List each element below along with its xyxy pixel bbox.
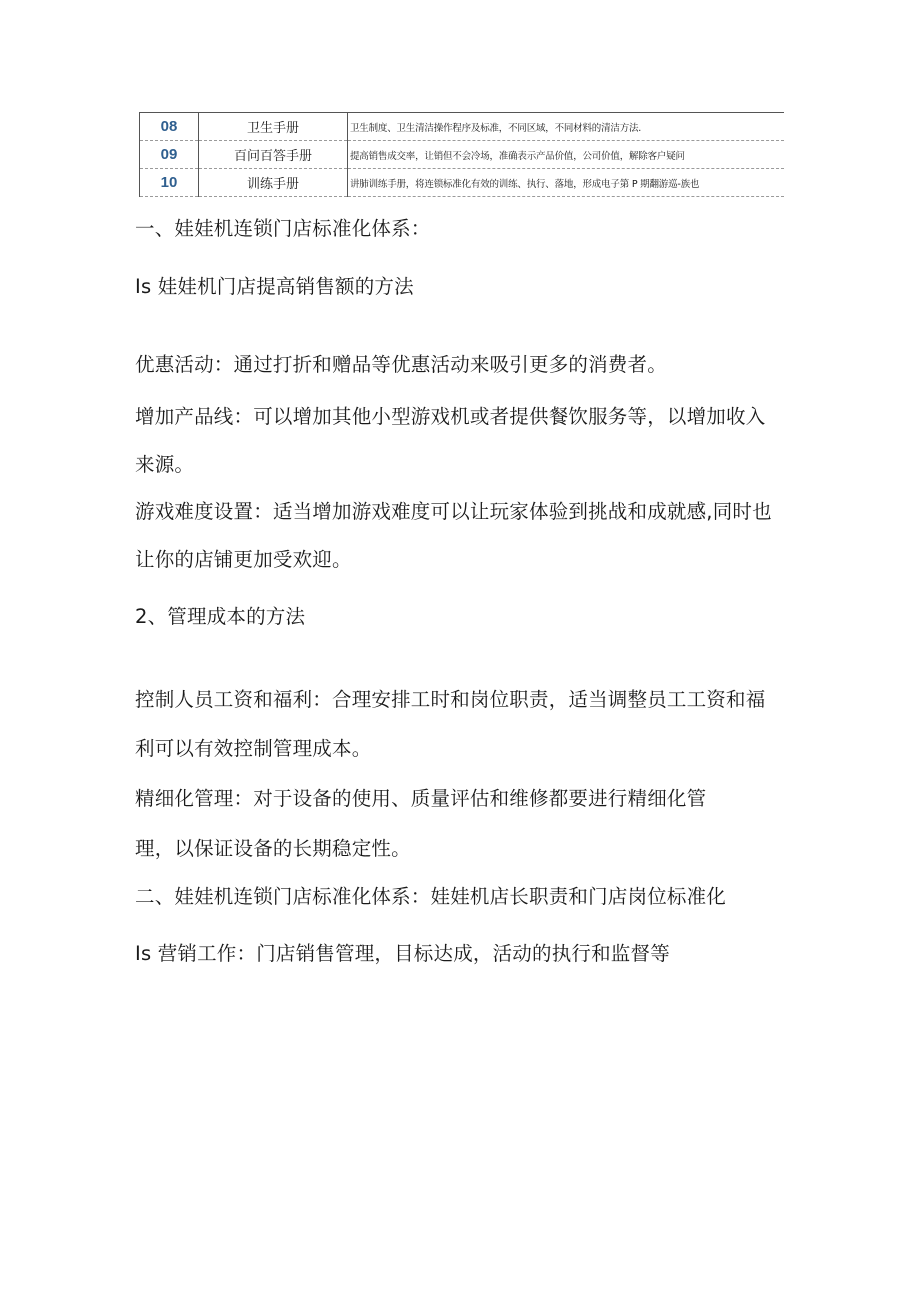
- paragraph-refine: 精细化管理：对于设备的使用、质量评估和维修都要进行精细化管: [135, 787, 707, 810]
- subsection-heading-marketing: Is 营销工作：门店销售管理，目标达成，活动的执行和监督等: [135, 942, 670, 965]
- table-row: [140, 141, 785, 169]
- manual-name: 卫生手册: [199, 113, 348, 141]
- paragraph-difficulty: 游戏难度设置：适当增加游戏难度可以让玩家体验到挑战和成就感,同时也: [135, 500, 772, 523]
- table-row: [140, 169, 785, 197]
- paragraph-product-line-cont: 来源。: [135, 453, 195, 476]
- row-number: 09: [140, 141, 199, 169]
- subsection-heading-sales: Is 娃娃机门店提高销售额的方法: [135, 275, 414, 298]
- row-number: 08: [140, 113, 199, 141]
- row-number: 10: [140, 169, 199, 197]
- paragraph-product-line: 增加产品线：可以增加其他小型游戏机或者提供餐饮服务等，以增加收入: [135, 405, 766, 428]
- subsection-heading-cost: 2、管理成本的方法: [135, 605, 306, 628]
- paragraph-staff: 控制人员工资和福利：合理安排工时和岗位职责，适当调整员工工资和福: [135, 688, 766, 711]
- table-row: [140, 113, 785, 141]
- paragraph-discount: 优惠活动：通过打折和赠品等优惠活动来吸引更多的消费者。: [135, 353, 667, 376]
- section-heading-2: 二、娃娃机连锁门店标准化体系：娃娃机店长职责和门店岗位标准化: [135, 885, 727, 908]
- paragraph-refine-cont: 理，以保证设备的长期稳定性。: [135, 837, 411, 860]
- manual-table: [139, 112, 784, 197]
- manual-description: 提高销售成交率，让销但不会冷场，准确表示产品价值，公司价值，解除客户疑问: [348, 141, 785, 169]
- paragraph-difficulty-cont: 让你的店铺更加受欢迎。: [135, 548, 352, 571]
- manual-description: 讲肺训练手册，将连锁标准化有效的训练、执行、落地，形成电子第 P 期翻游巡-族也: [348, 169, 785, 197]
- section-heading-1: 一、娃娃机连锁门店标准化体系：: [135, 217, 431, 240]
- paragraph-staff-cont: 利可以有效控制管理成本。: [135, 737, 372, 760]
- manual-description: 卫生制度、卫生清洁操作程序及标准，不同区域，不同材料的清洁方法.: [348, 113, 785, 141]
- manual-name: 训练手册: [199, 169, 348, 197]
- manual-name: 百问百答手册: [199, 141, 348, 169]
